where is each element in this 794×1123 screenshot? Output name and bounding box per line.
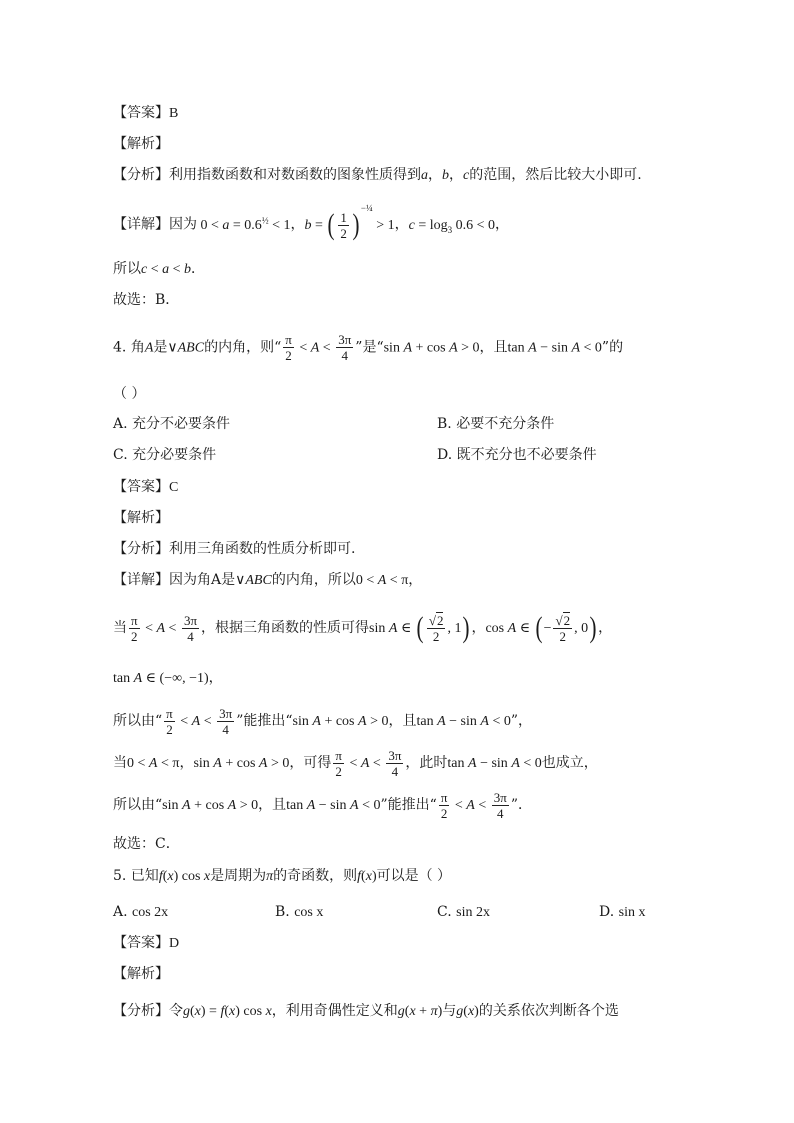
option-c: C. 充分必要条件 bbox=[113, 447, 217, 463]
so-text: 所以 bbox=[113, 261, 141, 277]
detail-text: ”． bbox=[510, 797, 533, 813]
option-d bbox=[599, 902, 645, 923]
question-5-stem: 5. 已知f(x) cos x是周期为π的奇函数，则f(x)可以是（ ） bbox=[113, 868, 452, 884]
answer-value: D bbox=[169, 936, 180, 951]
detail-line-q4-5: 当0 < A < π，sin A + cos A > 0，可得 $\frac{\pi}{2}$ < A < $\frac{3\pi}{4}$ ，此时tan A − sin A < 0也成立， bbox=[113, 747, 598, 779]
stem-text: 的内角，则“ bbox=[204, 339, 282, 356]
analysis-label-q3: 【解析】 bbox=[113, 136, 169, 152]
detail-line-q3: 【详解】因为 $0 < a = 0.6^{\frac{1}{2}} < 1$，b = ( $\frac{1}{2}$ )$^{-\frac{1}{4}}$ > 1，$c = \log_3 0.6 < 0$， bbox=[113, 203, 510, 242]
option-a bbox=[113, 902, 168, 923]
option-b bbox=[275, 902, 323, 923]
detail-line-q4-6: 所以由“sin A + cos A > 0，且tan A − sin A < 0”能推出“ $\frac{\pi}{2}$ < A < $\frac{3\pi}{4}$ ”． bbox=[113, 789, 533, 821]
question-number: 4. bbox=[113, 339, 127, 356]
answer-value: C bbox=[169, 480, 179, 495]
detail-text: ”能推出“ bbox=[236, 713, 293, 729]
fenxi-label: 【分析】 bbox=[113, 541, 169, 557]
detail-text: 当 bbox=[113, 755, 127, 771]
math-ineq-1: $0 < a = 0.6^{\frac{1}{2}} < 1$ bbox=[197, 215, 291, 233]
detail-text: 当 bbox=[113, 620, 127, 636]
option-b: B. 必要不充分条件 bbox=[437, 416, 555, 432]
detail-text: 因为 bbox=[169, 216, 197, 233]
stem-text: ，且 bbox=[479, 339, 508, 356]
stem-text: 的奇函数，则 bbox=[273, 868, 358, 884]
detail-text: 所以由“ bbox=[113, 713, 163, 729]
question-4-stem: 4. 角A是∨ABC的内角，则“ $\frac{\pi}{2}$ < A < $\frac{3\pi}{4}$ ”是“sin A + cos A > 0，且tan A − sin A < 0”的 bbox=[113, 332, 624, 363]
fenxi-label: 【分析】 bbox=[113, 1003, 169, 1019]
option-label: D. bbox=[599, 904, 615, 920]
detail-line-q4-2: 当 $\frac{\pi}{2}$ < A < $\frac{3\pi}{4}$ ，根据三角函数的性质可得sin A ∈ ( $\frac{√2}{2}$ , 1) ，cos A ∈ ( − $\frac{√2}{2}$ , 0) ， bbox=[113, 611, 613, 644]
answer-label: 【答案】 bbox=[113, 479, 169, 495]
detail-text: ，此时 bbox=[405, 755, 448, 771]
fenxi-text: ，利用奇偶性定义和 bbox=[271, 1003, 398, 1019]
math-ineq-3: $c = \log_3 0.6 < 0$ bbox=[408, 217, 496, 235]
detail-text: ，且 bbox=[388, 713, 417, 729]
option-a: A. 充分不必要条件 bbox=[113, 416, 231, 432]
option-label: A. bbox=[113, 904, 128, 920]
fenxi-text: 令 bbox=[169, 1003, 183, 1019]
fenxi-text: 利用指数函数和对数函数的图象性质得到 bbox=[169, 167, 421, 183]
stem-text: 已知 bbox=[130, 868, 159, 884]
option-d: D. 既不充分也不必要条件 bbox=[437, 447, 597, 463]
choice-q4: 故选：C． bbox=[113, 836, 180, 852]
stem-text: ”的 bbox=[601, 339, 624, 356]
analysis-label-q5: 【解析】 bbox=[113, 966, 169, 982]
detail-text: 因为角A是 bbox=[169, 572, 236, 588]
detail-text: ，且 bbox=[258, 797, 287, 813]
fenxi-line-q3: 【分析】利用指数函数和对数函数的图象性质得到a，b，c的范围，然后比较大小即可. bbox=[113, 167, 642, 183]
fenxi-label: 【分析】 bbox=[113, 167, 169, 183]
fenxi-text: 与 bbox=[442, 1003, 457, 1019]
answer-line-q5 bbox=[113, 933, 179, 954]
detail-line-q4: 【详解】因为角A是∨ABC的内角，所以0 < A < π， bbox=[113, 572, 423, 588]
answer-label: 【答案】 bbox=[113, 935, 169, 951]
detail-text: ”， bbox=[510, 713, 533, 729]
answer-value: B bbox=[169, 106, 179, 121]
fenxi-text: 利用三角函数的性质分析即可. bbox=[169, 541, 356, 557]
fenxi-line-q4 bbox=[113, 539, 355, 559]
math-ineq-2: b = ( $\frac{1}{2}$ )$^{-\frac{1}{4}}$ > 1 bbox=[304, 203, 395, 242]
fenxi-text: 的关系依次判断各个选 bbox=[478, 1003, 619, 1019]
answer-label: 【答案】 bbox=[113, 105, 169, 121]
stem-text: 是 bbox=[153, 339, 168, 356]
fenxi-text-end: 的范围，然后比较大小即可. bbox=[469, 167, 642, 183]
detail-text: ，根据三角函数的性质可得 bbox=[201, 620, 370, 636]
detail-text: ，可得 bbox=[289, 755, 332, 771]
detail-text: 所以由“ bbox=[113, 797, 163, 813]
choice-q3: 故选：B． bbox=[113, 292, 180, 308]
detail-text: ”能推出“ bbox=[380, 797, 437, 813]
fenxi-line-q5: 【分析】令g(x) = f(x) cos x，利用奇偶性定义和g(x + π)与g(x)的关系依次判断各个选 bbox=[113, 1003, 619, 1019]
detail-line-q4-4: 所以由“ $\frac{\pi}{2}$ < A < $\frac{3\pi}{4}$ ”能推出“sin A + cos A > 0，且tan A − sin A < 0”， bbox=[113, 705, 533, 737]
detail-label: 【详解】 bbox=[113, 572, 169, 588]
stem-text: ”是“ bbox=[355, 339, 384, 356]
math-abc: a bbox=[421, 168, 428, 183]
detail-label: 【详解】 bbox=[113, 216, 169, 233]
math-order: c < a < b bbox=[141, 262, 192, 277]
detail-text: 也成立， bbox=[541, 755, 598, 771]
answer-line-q3 bbox=[113, 103, 178, 124]
option-label: C. bbox=[437, 904, 452, 920]
option-c bbox=[437, 902, 490, 923]
so-line-q3: 所以c < a < b． bbox=[113, 261, 206, 277]
analysis-label-q4: 【解析】 bbox=[113, 510, 169, 526]
option-value: sin x bbox=[618, 905, 646, 920]
answer-line-q4 bbox=[113, 477, 178, 498]
option-label: B. bbox=[275, 904, 290, 920]
question-number: 5. bbox=[113, 868, 127, 884]
option-value: sin 2x bbox=[456, 905, 490, 920]
stem-text: 可以是（ ） bbox=[376, 868, 452, 884]
stem-text: 角 bbox=[130, 339, 145, 356]
option-value: cos 2x bbox=[132, 905, 169, 920]
question-4-paren: （ ） bbox=[113, 386, 146, 402]
detail-text: 的内角，所以 bbox=[271, 572, 356, 588]
detail-line-q4-3: tan A ∈ (−∞, −1)， bbox=[113, 670, 223, 686]
stem-text: 是周期为 bbox=[210, 868, 267, 884]
option-value: cos x bbox=[294, 905, 324, 920]
